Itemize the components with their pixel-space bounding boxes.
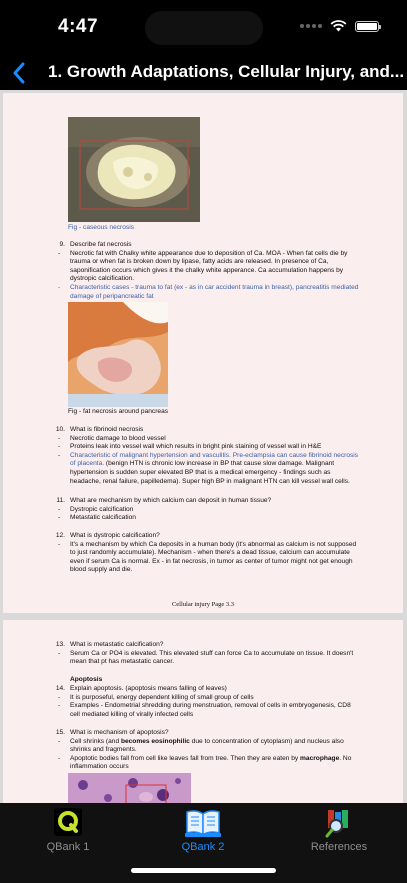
books-magnifier-icon: [324, 808, 354, 838]
status-bar: [0, 0, 407, 56]
answer-bullet: [55, 452, 360, 486]
question-11: [55, 497, 360, 523]
home-indicator: [131, 868, 276, 873]
answer-bullet: - Examples - Endometrial shredding during menstruation, removal of cells in embryogenesis, CD8 cell mediated killing of virally infected cells: [55, 702, 360, 719]
answer-bullet: - Cell shrinks (and becomes eosinophilic due to concentration of cytoplasm) and nucleus also shrinks and fragments.: [55, 738, 360, 755]
answer-bullet: - Metastatic calcification: [55, 514, 360, 523]
chevron-left-icon: [8, 58, 34, 88]
dynamic-island: [145, 11, 263, 45]
battery-icon: [355, 21, 379, 32]
question-14: [55, 685, 360, 719]
question-text: What is fibrinoid necrosis: [70, 426, 144, 433]
question-text: What is dystropic calcification?: [70, 532, 160, 539]
question-number: 12.: [55, 532, 65, 539]
pdf-viewer[interactable]: [0, 90, 407, 803]
document-page: [3, 620, 403, 803]
tab-references[interactable]: [289, 808, 389, 853]
open-book-icon: [185, 808, 221, 838]
answer-bullet: - It's a mechanism by which Ca deposits in a human body (it's abnormal as calcium is not supposed to just randomly accumulate). Mechanism - when there's a dead tissue, calcium can accumulate even if serum Ca is normal. Ex - in fat necrosis, in tumor as center of tumor might not get enough blood supply and die.: [55, 541, 360, 575]
question-number: 14.: [55, 685, 65, 692]
q-logo-icon: [54, 808, 82, 836]
section-heading: Apoptosis: [70, 676, 103, 683]
status-time: 4:47: [58, 16, 99, 37]
document-page: [3, 93, 403, 613]
apoptosis-image: [68, 773, 191, 803]
question-10: [55, 426, 360, 486]
question-13: [55, 641, 360, 667]
question-12: [55, 532, 360, 575]
page-title: 1. Growth Adaptations, Cellular Injury, and...: [48, 62, 405, 81]
question-text: What is metastatic calcification?: [70, 641, 164, 648]
question-number: 10.: [55, 426, 65, 433]
caseous-necrosis-image: [68, 117, 200, 222]
question-text: What are mechanism by which calcium can deposit in human tissue?: [70, 497, 272, 504]
fat-necrosis-image: [68, 302, 168, 407]
status-icons: [300, 20, 379, 32]
answer-bullet: - Necrotic damage to blood vessel: [55, 435, 360, 444]
page-footer: Cellular injury Page 3.3: [171, 601, 235, 609]
question-15: [55, 729, 360, 772]
answer-bullet: - Proteins leak into vessel wall which results in bright pink staining of vessel wall in H&E: [55, 443, 360, 452]
answer-bullet: - It is purposeful, energy dependent killing of small group of cells: [55, 694, 360, 703]
question-number: 9.: [59, 241, 65, 248]
back-button[interactable]: [8, 58, 34, 88]
answer-bullet: - Dystropic calcification: [55, 506, 360, 515]
question-text: What is mechanism of apoptosis?: [70, 729, 169, 736]
navigation-bar: [0, 56, 407, 90]
question-text: Describe fat necrosis: [70, 241, 132, 248]
tab-label: QBank 2: [181, 841, 225, 853]
tab-qbank-2[interactable]: [153, 808, 253, 853]
answer-bullet: - Apoptotic bodies fall from cell like leaves fall from tree. Then they are eaten by macrophage. No inflammation occurs: [55, 755, 360, 772]
tab-label: References: [310, 841, 368, 853]
question-number: 13.: [55, 641, 65, 648]
answer-bullet: - Characteristic cases - trauma to fat (ex - as in car accident trauma in breast), pancreatitis mediated damage of peripancreatic fat: [55, 284, 360, 301]
answer-text: (benign HTN is chronic low increase in BP that cause slow damage. Malignant hypertension is sudden super elevated BP that is a medical emergency - findings such as headache, renal failure, papilledema). Super high BP in malignant HTN can kill vessel wall cells.: [70, 460, 350, 485]
tab-qbank-1[interactable]: [18, 808, 118, 853]
answer-bullet: - Serum Ca or PO4 is elevated. This elevated stuff can force Ca to accumulate on tissue. It doesn't mean that pt has metastatic cancer.: [55, 650, 360, 667]
highlight-text: Characteristic of malignant hypertension and vasculitis. Pre-eclampsia can cause fibrinoid necrosis of placenta.: [70, 451, 359, 468]
question-number: 11.: [56, 497, 65, 504]
figure-caption: Fig - fat necrosis around pancreas: [68, 408, 169, 415]
answer-bullet: - Necrotic fat with Chalky white appearance due to deposition of Ca. MOA - When fat cells die by trauma or when fat is broken down by lipase, fatty acids are released. In presence of Ca, saponification occurs which gives it the chalky white apperance. Ca accumulation happens by dystropic calcification.: [55, 250, 360, 284]
figure-caption: Fig - caseous necrosis: [68, 224, 134, 231]
tab-label: QBank 1: [46, 841, 90, 853]
question-number: 15.: [55, 729, 65, 736]
question-text: Explain apoptosis. (apoptosis means falling of leaves): [70, 685, 227, 692]
question-9: [55, 241, 360, 301]
wifi-icon: [330, 20, 347, 32]
cellular-signal-icon: [300, 24, 322, 28]
